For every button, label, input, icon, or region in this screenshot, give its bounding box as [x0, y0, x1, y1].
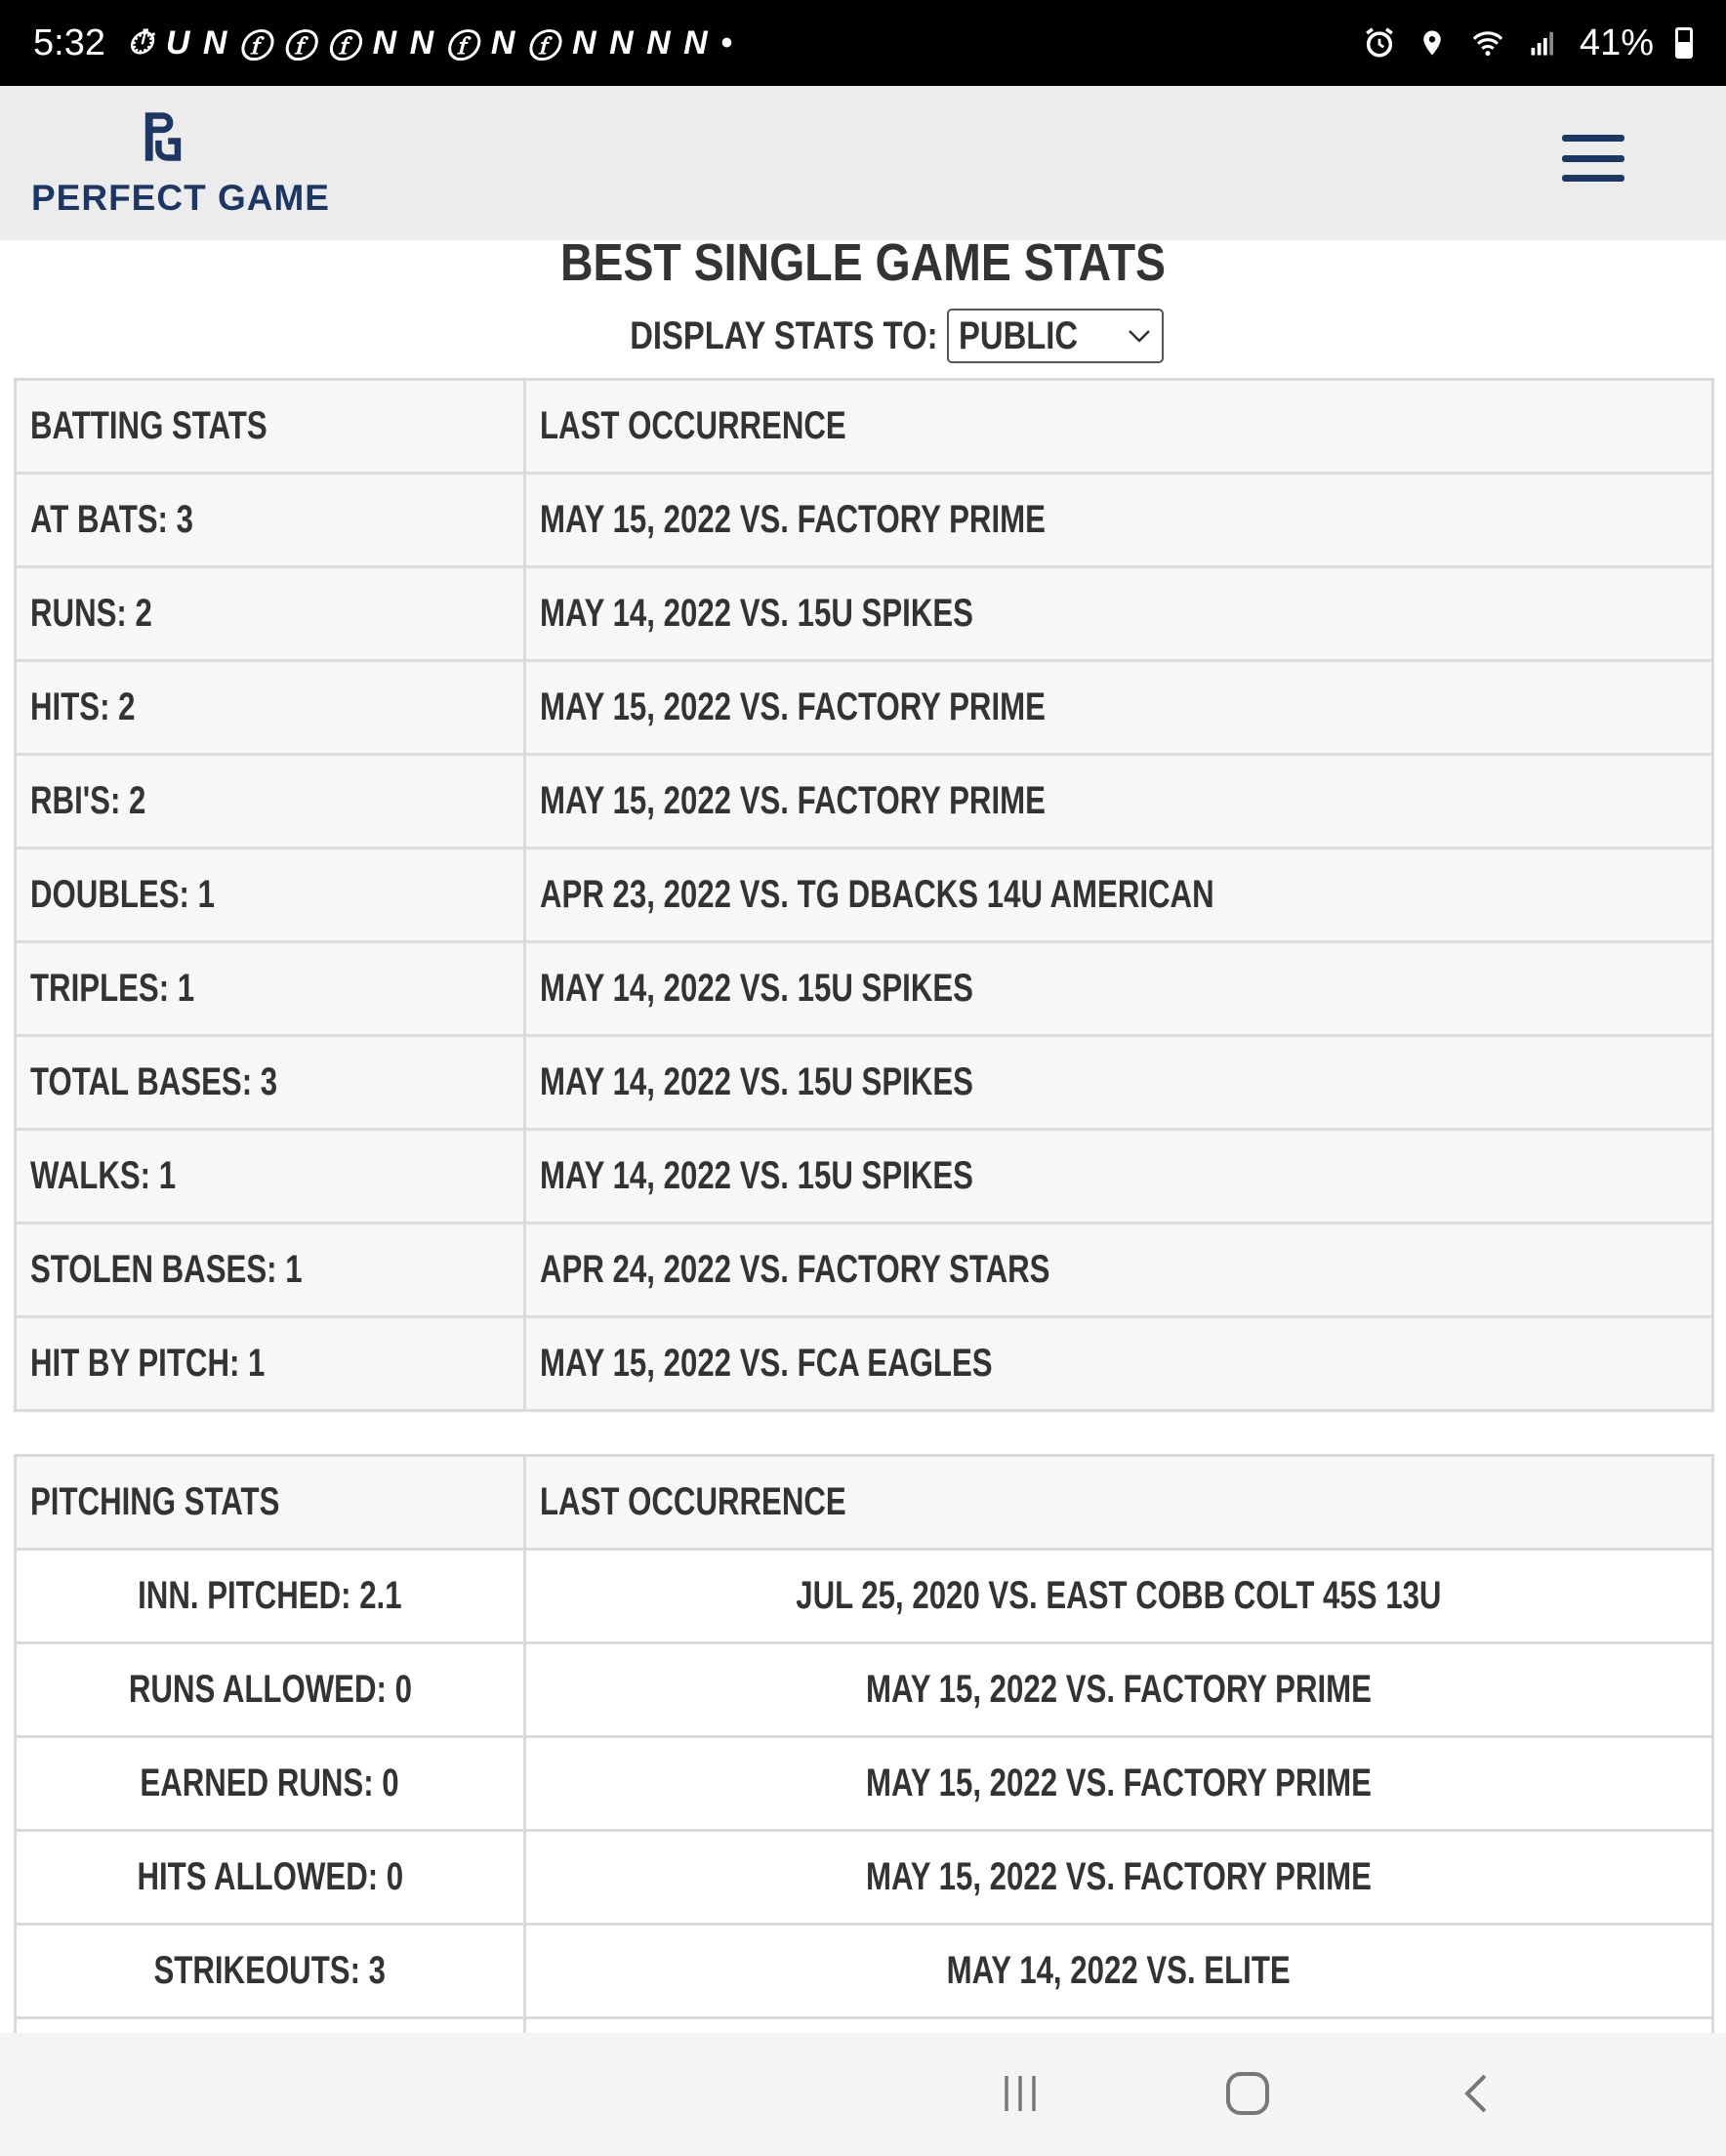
table-header-row — [16, 380, 1713, 474]
pg-logo-icon — [138, 107, 188, 166]
location-icon — [1418, 26, 1447, 60]
back-button[interactable] — [1428, 2054, 1526, 2133]
stat-cell: AT BATS: 3 — [16, 474, 525, 567]
stat-cell: STRIKEOUTS: 3 — [16, 1925, 525, 2018]
battery-icon — [1675, 27, 1693, 59]
display-stats-value: PUBLIC — [959, 313, 1079, 357]
table-row — [16, 1831, 1713, 1925]
page-title: BEST SINGLE GAME STATS — [559, 233, 1167, 292]
stat-cell: RUNS: 2 — [16, 567, 525, 661]
battery-percent: 41% — [1579, 21, 1654, 63]
occurrence-cell: APR 23, 2022 VS. TG DBACKS 14U AMERICAN — [525, 849, 1713, 942]
stat-cell: TRIPLES: 1 — [16, 942, 525, 1036]
table-row — [16, 567, 1713, 661]
occurrence-cell: MAY 14, 2022 VS. ELITE — [525, 1925, 1713, 2018]
batting-stats-table — [14, 378, 1714, 1412]
site-header — [0, 86, 1726, 240]
recent-apps-icon — [999, 2072, 1042, 2115]
occurrence-cell: MAY 15, 2022 VS. FACTORY PRIME — [525, 661, 1713, 755]
table-row — [16, 1643, 1713, 1737]
logo-text: PERFECT GAME — [31, 178, 330, 218]
home-icon — [1224, 2070, 1271, 2117]
table-row — [16, 942, 1713, 1036]
table-row — [16, 1317, 1713, 1411]
column-header: LAST OCCURRENCE — [525, 1456, 1713, 1550]
table-row — [16, 1223, 1713, 1317]
occurrence-cell: MAY 14, 2022 VS. 15U SPIKES — [525, 1130, 1713, 1223]
stat-cell: HITS ALLOWED: 0 — [16, 1831, 525, 1925]
occurrence-cell: MAY 15, 2022 VS. FACTORY PRIME — [525, 755, 1713, 849]
home-button[interactable] — [1199, 2054, 1296, 2133]
occurrence-cell: MAY 15, 2022 VS. FACTORY PRIME — [525, 1643, 1713, 1737]
back-icon — [1458, 2070, 1497, 2117]
stat-cell: RUNS ALLOWED: 0 — [16, 1643, 525, 1737]
pitching-stats-table — [14, 1454, 1714, 2113]
table-row — [16, 661, 1713, 755]
stat-cell: HITS: 2 — [16, 661, 525, 755]
status-bar — [0, 0, 1726, 86]
alarm-icon — [1363, 26, 1396, 60]
menu-bar-icon — [1562, 175, 1624, 182]
status-time: 5:32 — [33, 21, 105, 63]
table-row — [16, 1130, 1713, 1223]
hamburger-menu-button[interactable] — [1562, 129, 1624, 187]
occurrence-cell: MAY 14, 2022 VS. 15U SPIKES — [525, 1036, 1713, 1130]
stat-cell: DOUBLES: 1 — [16, 849, 525, 942]
stat-cell: EARNED RUNS: 0 — [16, 1737, 525, 1831]
wifi-icon — [1468, 26, 1507, 60]
table-row — [16, 1036, 1713, 1130]
column-header: BATTING STATS — [16, 380, 525, 474]
display-stats-label: DISPLAY STATS TO: — [629, 313, 938, 357]
table-row — [16, 849, 1713, 942]
occurrence-cell: MAY 15, 2022 VS. FACTORY PRIME — [525, 474, 1713, 567]
table-row — [16, 755, 1713, 849]
notification-icons: ⏱ U N ⓕ ⓕ ⓕ N N ⓕ N ⓕ N N N N • — [126, 23, 735, 62]
perfect-game-logo[interactable] — [31, 107, 330, 219]
stat-cell: STOLEN BASES: 1 — [16, 1223, 525, 1317]
stat-cell: RBI'S: 2 — [16, 755, 525, 849]
status-right — [1363, 22, 1693, 64]
chevron-down-icon — [1127, 327, 1152, 345]
occurrence-cell: MAY 15, 2022 VS. FACTORY PRIME — [525, 1831, 1713, 1925]
table-row — [16, 474, 1713, 567]
system-nav-bar — [0, 2033, 1726, 2156]
display-stats-row — [0, 309, 1726, 363]
stat-cell: WALKS: 1 — [16, 1130, 525, 1223]
column-header: PITCHING STATS — [16, 1456, 525, 1550]
stat-cell: TOTAL BASES: 3 — [16, 1036, 525, 1130]
table-header-row — [16, 1456, 1713, 1550]
table-row — [16, 1925, 1713, 2018]
recent-apps-button[interactable] — [971, 2054, 1069, 2133]
occurrence-cell: JUL 25, 2020 VS. EAST COBB COLT 45S 13U — [525, 1550, 1713, 1643]
occurrence-cell: MAY 14, 2022 VS. 15U SPIKES — [525, 942, 1713, 1036]
column-header: LAST OCCURRENCE — [525, 380, 1713, 474]
display-stats-select[interactable] — [947, 309, 1164, 363]
signal-icon — [1529, 26, 1558, 60]
stat-cell: HIT BY PITCH: 1 — [16, 1317, 525, 1411]
menu-bar-icon — [1562, 155, 1624, 162]
stat-cell: INN. PITCHED: 2.1 — [16, 1550, 525, 1643]
occurrence-cell: MAY 15, 2022 VS. FCA EAGLES — [525, 1317, 1713, 1411]
occurrence-cell: MAY 14, 2022 VS. 15U SPIKES — [525, 567, 1713, 661]
table-row — [16, 1550, 1713, 1643]
table-row — [16, 1737, 1713, 1831]
occurrence-cell: APR 24, 2022 VS. FACTORY STARS — [525, 1223, 1713, 1317]
menu-bar-icon — [1562, 135, 1624, 142]
occurrence-cell: MAY 15, 2022 VS. FACTORY PRIME — [525, 1737, 1713, 1831]
